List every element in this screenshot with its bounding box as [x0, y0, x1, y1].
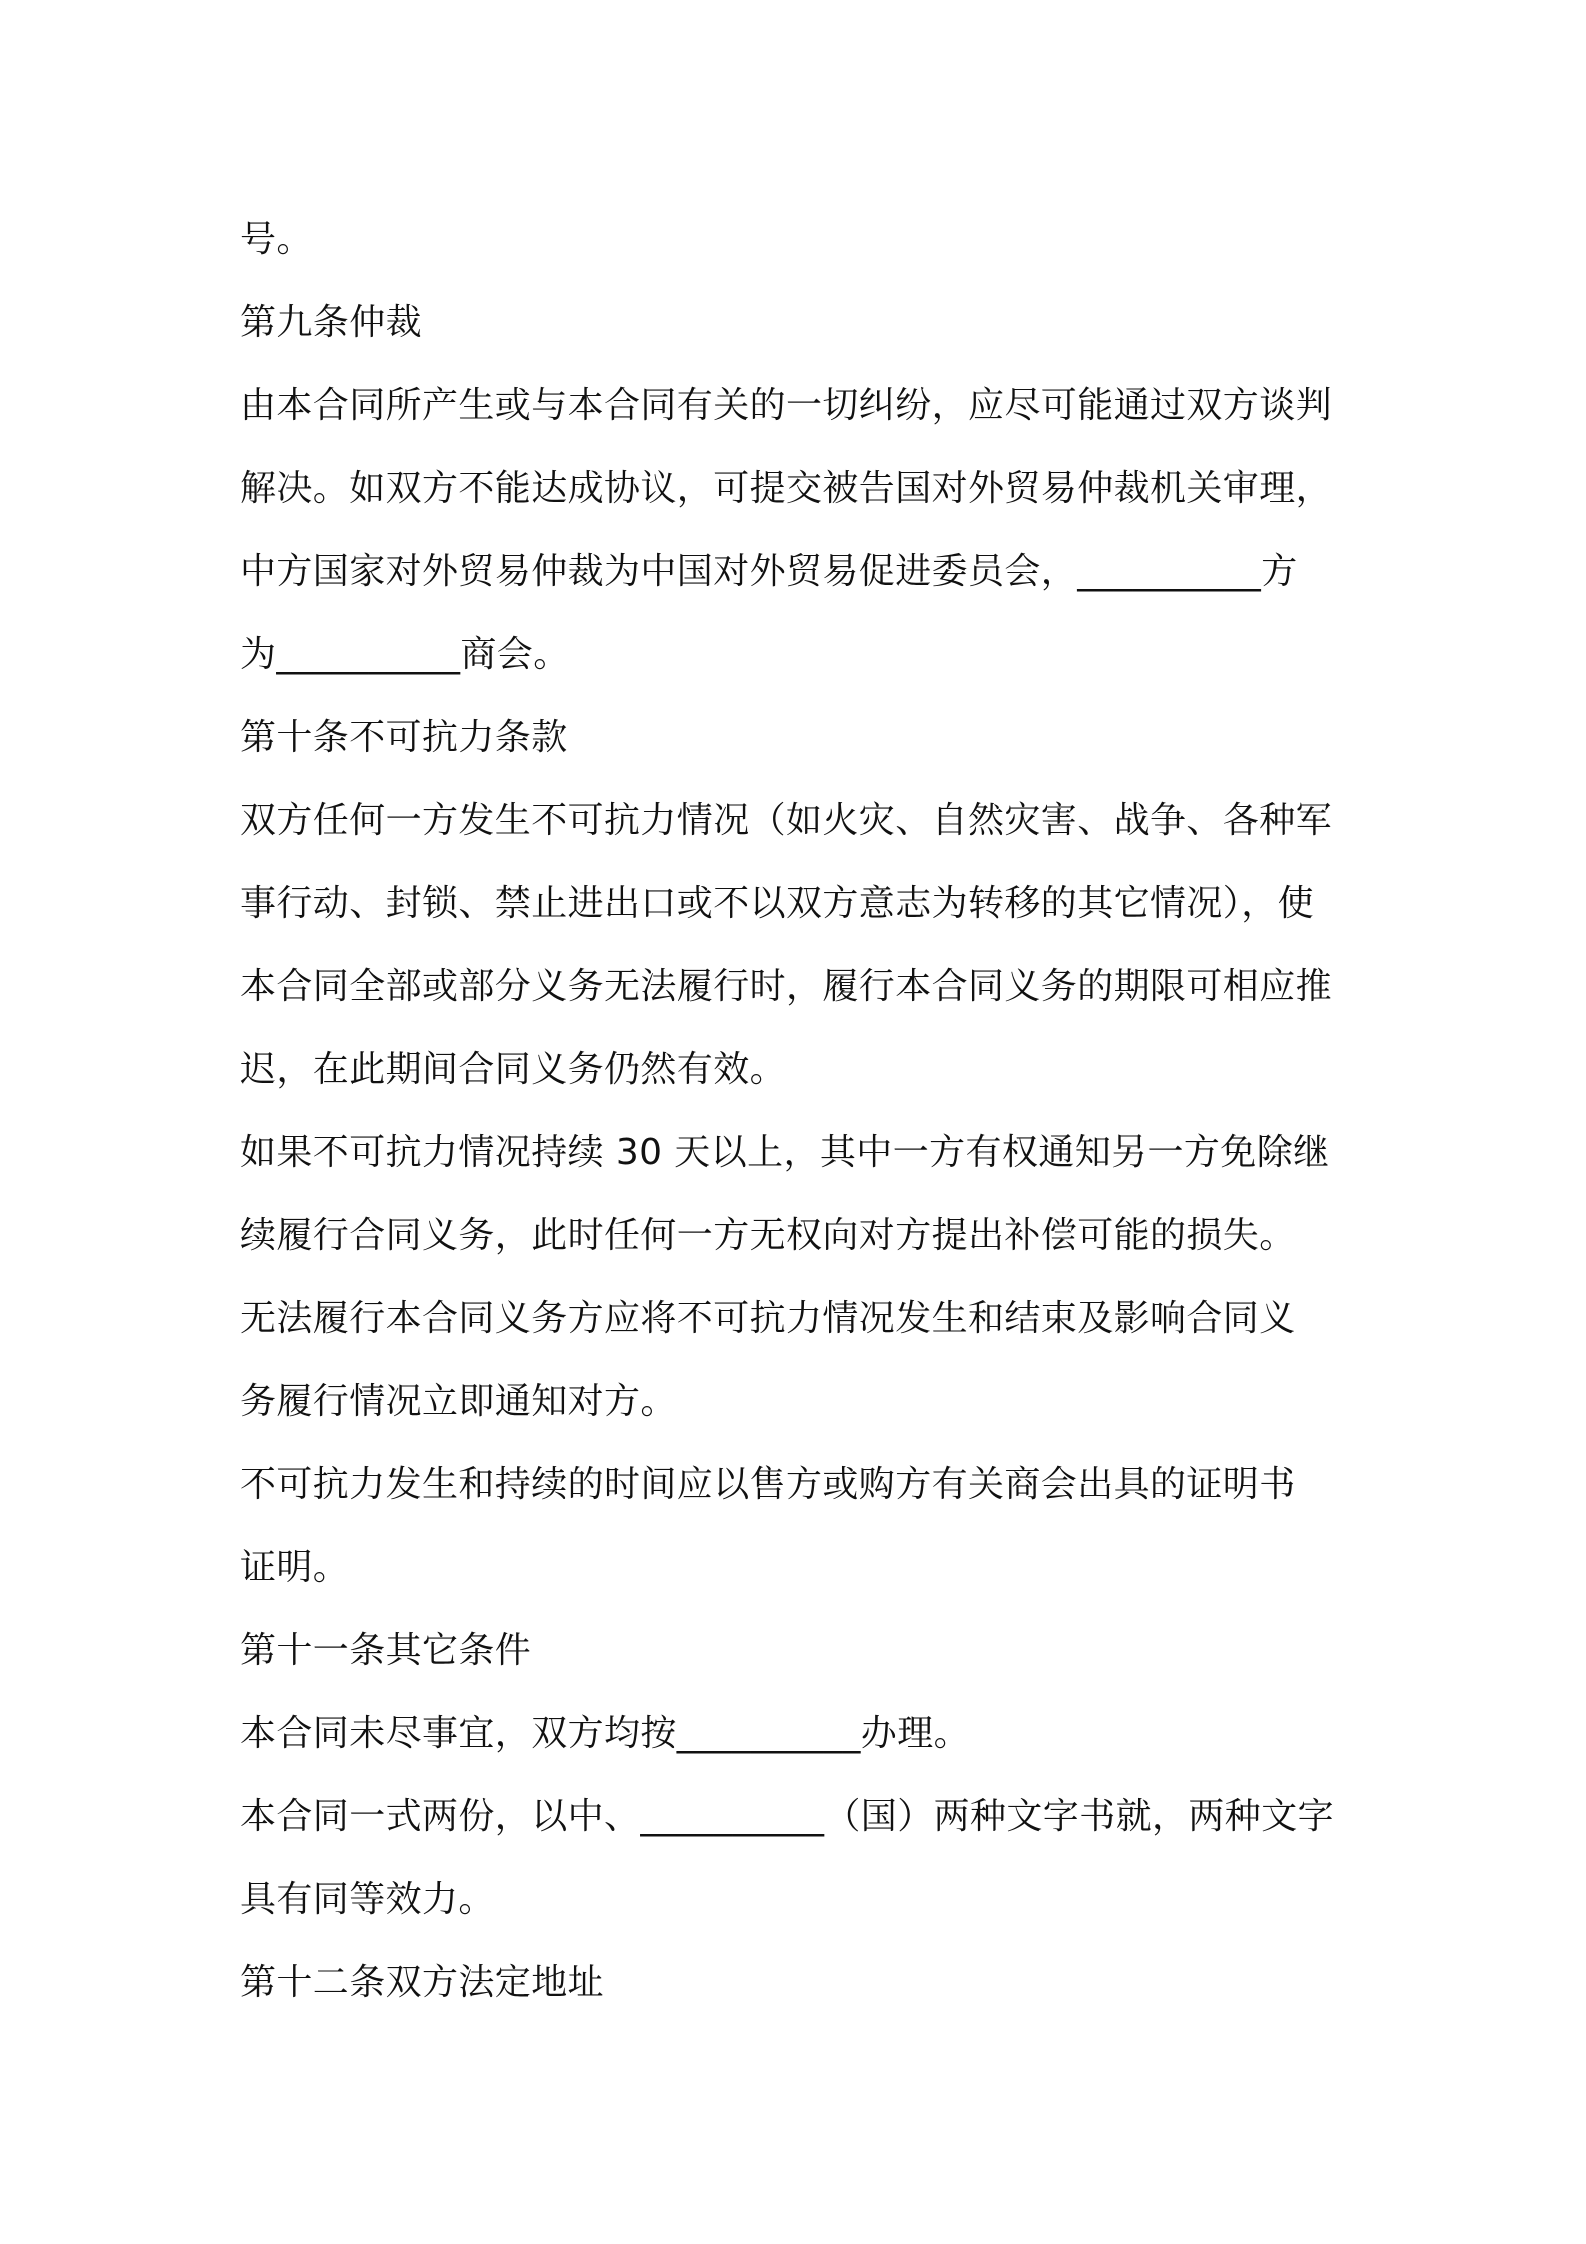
text-line: 具有同等效力。	[240, 1879, 495, 1920]
text-line: 双方任何一方发生不可抗力情况（如火灾、自然灾害、战争、各种军	[240, 800, 1333, 841]
text-line: 本合同全部或部分义务无法履行时，履行本合同义务的期限可相应推	[240, 966, 1333, 1007]
text-line: 本合同未尽事宜，双方均按__________办理。	[240, 1713, 971, 1754]
document-body	[240, 198, 1360, 2024]
text-line: 证明。	[240, 1547, 350, 1588]
article-heading: 第十二条双方法定地址	[240, 1962, 605, 2003]
text-line: 续履行合同义务，此时任何一方无权向对方提出补偿可能的损失。	[240, 1215, 1296, 1256]
article-heading: 第十条不可抗力条款	[240, 717, 568, 758]
text-line: 号。	[240, 219, 313, 260]
article-heading: 第九条仲裁	[240, 302, 423, 343]
text-line: 不可抗力发生和持续的时间应以售方或购方有关商会出具的证明书	[240, 1464, 1296, 1505]
text-line: 无法履行本合同义务方应将不可抗力情况发生和结束及影响合同义	[240, 1298, 1296, 1339]
text-line: 事行动、封锁、禁止进出口或不以双方意志为转移的其它情况），使	[240, 883, 1315, 924]
text-line: 解决。如双方不能达成协议，可提交被告国对外贸易仲裁机关审理，	[240, 468, 1333, 509]
text-line: 由本合同所产生或与本合同有关的一切纠纷，应尽可能通过双方谈判	[240, 385, 1333, 426]
text-line: 迟，在此期间合同义务仍然有效。	[240, 1049, 787, 1090]
text-line: 中方国家对外贸易仲裁为中国对外贸易促进委员会，__________方	[240, 551, 1298, 592]
article-heading: 第十一条其它条件	[240, 1630, 532, 1671]
text-line: 如果不可抗力情况持续 30 天以上，其中一方有权通知另一方免除继	[240, 1132, 1330, 1173]
text-line: 本合同一式两份，以中、__________（国）两种文字书就，两种文字	[240, 1796, 1335, 1837]
text-line: 为__________商会。	[240, 634, 570, 675]
text-line: 务履行情况立即通知对方。	[240, 1381, 677, 1422]
